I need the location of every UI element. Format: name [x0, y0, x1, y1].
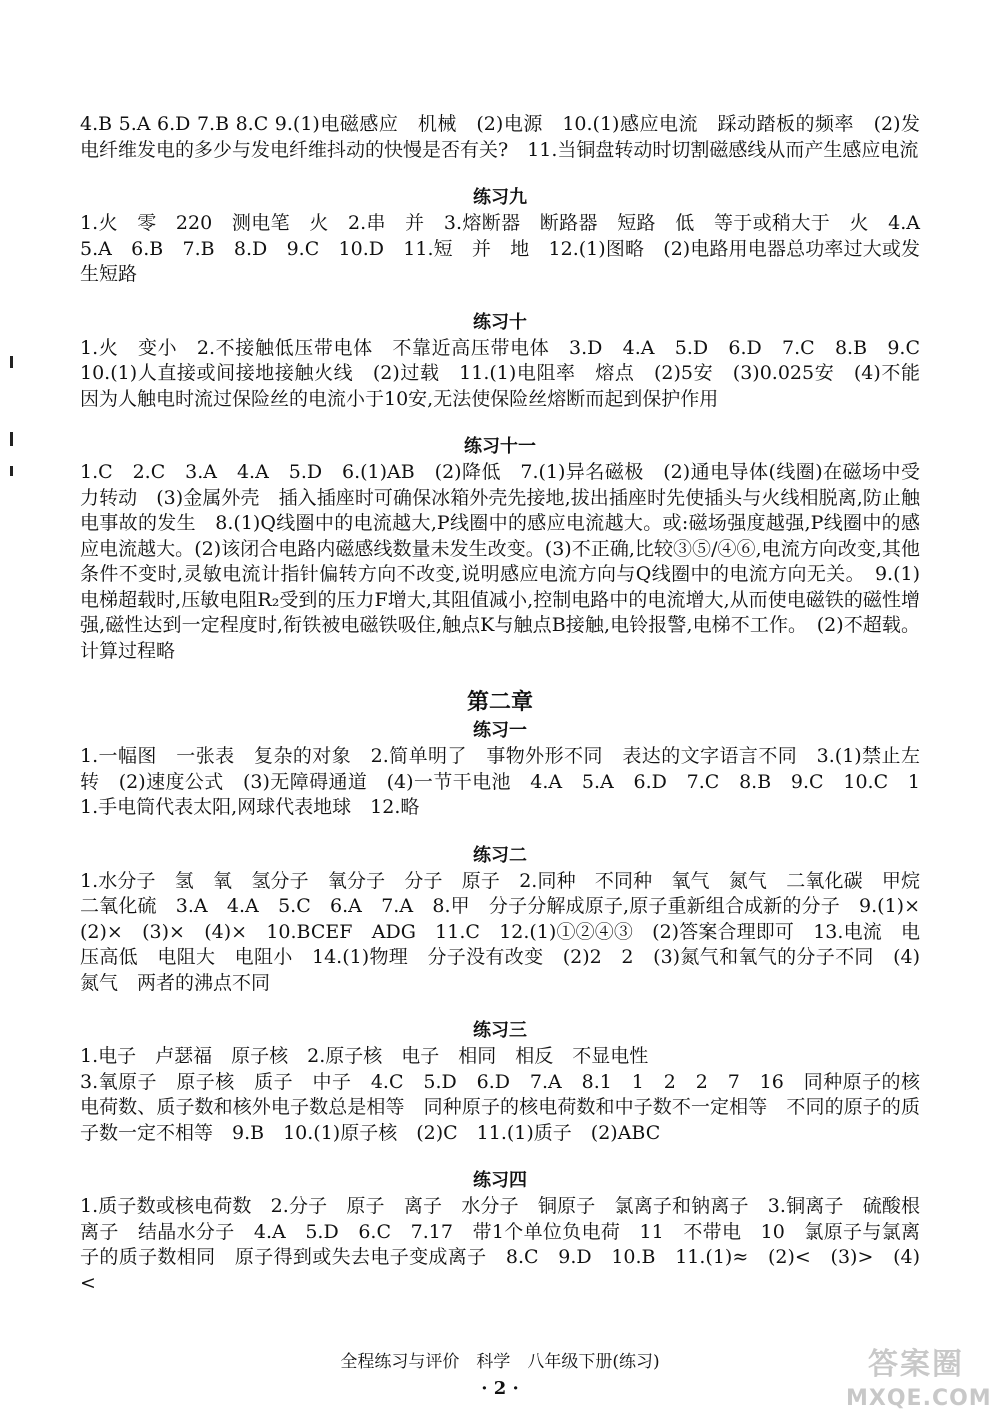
section-heading: 练习九: [473, 187, 527, 208]
watermark-logo: [846, 1345, 992, 1421]
section-heading: 练习二: [473, 844, 527, 866]
answer-paragraph: 3.氧原子 原子核 质子 中子 4.C 5.D 6.D 7.A 8.1 1 2 2 7 16 同种原子的核电荷数、质子数和核外电子数总是相等 同种原子的核电荷数和中子数不一定相等 不同的原子的质子数一定不相等 9.B 10.(1)原子核 (2)C 11.(1)质子 (2)ABC: [80, 1070, 920, 1144]
answer-paragraph: 1.火 变小 2.不接触低压带电体 不靠近高压带电体 3.D 4.A 5.D 6.D 7.C 8.B 9.C 10.(1)人直接或间接地接触火线 (2)过载 11.(1)电阻率 熔点 (2)5安 (3)0.025安 (4)不能 因为人触电时流过保险丝的电流小于10安,无法使保险丝熔断而起到保护作用: [80, 336, 940, 410]
binding-mark: [10, 466, 13, 476]
footer-book-title: 全程练习与评价 科学 八年级下册(练习): [340, 1352, 660, 1372]
answer-paragraph: 1.火 零 220 测电笔 火 2.串 并 3.熔断器 断路器 短路 低 等于或稍大于 火 4.A 5.A 6.B 7.B 8.D 9.C 10.D 11.短 并 地 12.(1)图略 (2)电路用电器总功率过大或发生短路: [80, 212, 940, 285]
answer-page: [80, 112, 940, 1296]
binding-mark: [10, 356, 13, 368]
watermark-text: 答案圈: [868, 1347, 964, 1382]
answer-paragraph: 1.一幅图 一张表 复杂的对象 2.简单明了 事物外形不同 表达的文字语言不同 3.(1)禁止左转 (2)速度公式 (3)无障碍通道 (4)一节干电池 4.A 5.A 6.D 7.C 8.B 9.C 10.C 11.手电筒代表太阳,网球代表地球 12.略: [80, 745, 920, 818]
section-heading: 练习一: [473, 720, 527, 741]
watermark-url: MXQE.COM: [846, 1386, 992, 1411]
chapter-heading: 第二章: [466, 690, 533, 715]
answer-paragraph: 4.B 5.A 6.D 7.B 8.C 9.(1)电磁感应 机械 (2)电源 10.(1)感应电流 踩动踏板的频率 (2)发电纤维发电的多少与发电纤维抖动的快慢是否有关? 11.当铜盘转动时切割磁感线从而产生感应电流: [80, 113, 920, 161]
section-heading: 练习十: [473, 311, 527, 333]
answer-paragraph: 1.C 2.C 3.A 4.A 5.D 6.(1)AB (2)降低 7.(1)异名磁极 (2)通电导体(线圈)在磁场中受力转动 (3)金属外壳 插入插座时可确保冰箱外壳先接地,拔出插座时先使插头与火线相脱离,防止触电事故的发生 8.(1)Q线圈中的电流越大,P线圈中的感应电流越大。或:磁场强度越强,P线圈中的感应电流越大。(2)该闭合电路内磁感线数量未发生改变。(3)不正确,比较③⑤/④⑥,电流方向改变,其他条件不变时,灵敏电流计指针偏转方向不改变,说明感应电流方向与Q线圈中的电流方向无关。 9.(1)电梯超载时,压敏电阻R₂受到的压力F增大,其阻值减小,控制电路中的电流增大,从而使电磁铁的磁性增强,磁性达到一定程度时,衔铁被电磁铁吸住,触点K与触点B接触,电铃报警,电梯不工作。 (2)不超载。计算过程略: [80, 461, 920, 662]
section-heading: 练习四: [473, 1170, 527, 1191]
answer-paragraph: 1.质子数或核电荷数 2.分子 原子 离子 水分子 铜原子 氯离子和钠离子 3.铜离子 硫酸根离子 结晶水分子 4.A 5.D 6.C 7.17 带1个单位负电荷 11 不带电 10 氯原子与氯离子的质子数相同 原子得到或失去电子变成离子 8.C 9.D 10.B 11.(1)≈ (2)< (3)> (4)<: [80, 1195, 920, 1294]
section-heading: 练习十一: [464, 436, 536, 457]
answer-paragraph: 1.电子 卢瑟福 原子核 2.原子核 电子 相同 相反 不显电性: [80, 1045, 649, 1067]
binding-mark: [10, 432, 13, 446]
section-heading: 练习三: [473, 1020, 527, 1041]
answer-paragraph: 1.水分子 氢 氧 氢分子 氧分子 分子 原子 2.同种 不同种 氧气 氮气 二氧化碳 甲烷 二氧化硫 3.A 4.A 5.C 6.A 7.A 8.甲 分子分解成原子,原子重新组合成新的分子 9.(1)× (2)× (3)× (4)× 10.BCEF ADG 11.C 12.(1)①②④③ (2)答案合理即可 13.电流 电压高低 电阻大 电阻小 14.(1)物理 分子没有改变 (2)2 2 (3)氮气和氧气的分子不同 (4)氮气 两者的沸点不同: [80, 869, 940, 994]
page-number: · 2 ·: [481, 1378, 519, 1399]
